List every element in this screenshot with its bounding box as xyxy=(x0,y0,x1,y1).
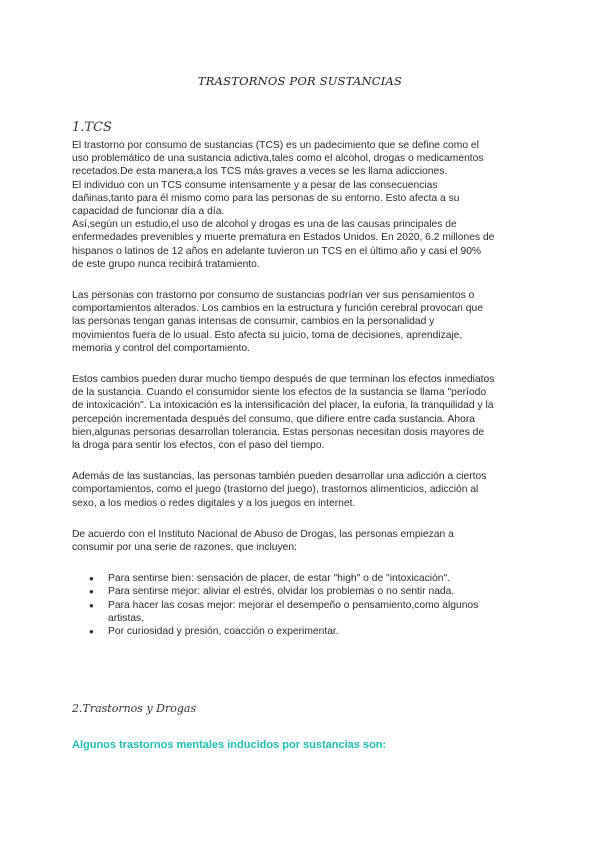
bullet-icon: ● xyxy=(89,574,94,584)
text-line: memoria y control del comportamiento. xyxy=(72,342,250,354)
list-item xyxy=(89,599,532,625)
list-item-text: Para sentirse bien: sensación de placer, de estar "high" o de "intoxicación". xyxy=(108,573,451,585)
text-line: enfermedades prevenibles y muerte prematura en Estados Unidos. En 2020, 6.2 millones de xyxy=(72,232,495,244)
text-line: uso problemático de una sustancia adictiva,tales como el alcohol, drogas o medicamentos xyxy=(72,153,484,165)
text-line: percepción incrementada después del consumo, que difiere entre cada sustancia. Ahora xyxy=(72,413,475,425)
paragraph-4 xyxy=(72,470,532,510)
text-line: comportamientos alterados. Los cambios en la estructura y función cerebral provocan que xyxy=(72,303,483,315)
text-line: comportamientos, como el juego (trastorno del juego), trastornos alimenticios, adicción al xyxy=(72,484,479,496)
bullet-icon: ● xyxy=(89,600,94,610)
text-line: Así,según un estudio,el uso de alcohol y drogas es una de las causas principales de xyxy=(72,219,457,231)
list-item xyxy=(89,625,532,638)
text-line: sexo, a los medios o redes digitales y a los juegos en internet. xyxy=(72,497,356,509)
list-item xyxy=(89,572,532,585)
list-item-text: Por curiosidad y presión, coacción o experimentar. xyxy=(108,626,339,638)
text-line: De acuerdo con el Instituto Nacional de Abuso de Drogas, las personas empiezan a xyxy=(72,528,454,540)
text-line: de intoxicación". La intoxicación es la intensificación del placer, la euforia, la tranquilidad y la xyxy=(72,400,494,412)
text-line: capacidad de funcionar día a día. xyxy=(72,206,225,218)
text-line: bien,algunas personas desarrollan tolerancia. Estas personas necesitan dosis mayores de xyxy=(72,426,485,438)
list-item xyxy=(89,585,532,598)
document-title: TRASTORNOS POR SUSTANCIAS xyxy=(197,74,403,88)
text-line: El trastorno por consumo de sustancias (TCS) es un padecimiento que se define como el xyxy=(72,140,479,151)
bullet-icon: ● xyxy=(89,587,94,597)
paragraph-1 xyxy=(72,139,532,271)
section-1-body xyxy=(72,139,532,638)
text-line: consumir por una serie de razones, que incluyen: xyxy=(72,542,297,554)
text-line: El individuo con un TCS consume intensamente y a pesar de las consecuencias xyxy=(72,179,438,191)
bullet-icon: ● xyxy=(89,627,94,637)
text-line: Estos cambios pueden durar mucho tiempo después de que terminan los efectos inmediatos xyxy=(72,374,495,386)
text-line: de este grupo nunca recibirá tratamiento. xyxy=(72,258,260,270)
text-line: movimientos fuera de lo usual. Esto afecta su juicio, toma de decisiones, aprendizaje, xyxy=(72,329,463,341)
list-item-text: Para hacer las cosas mejor: mejorar el desempeño o pensamiento,como algunos xyxy=(108,599,479,611)
text-line: las personas tengan ganas intensas de consumir, cambios en la personalidad y xyxy=(72,316,435,328)
paragraph-2 xyxy=(72,289,532,355)
list-item-text: Para sentirse mejor: aliviar el estrés, olvidar los problemas o no sentir nada. xyxy=(108,586,455,598)
section-1-heading: 1.TCS xyxy=(72,120,112,135)
list-item-text: artistas. xyxy=(108,612,145,624)
paragraph-5 xyxy=(72,528,532,554)
reasons-list xyxy=(72,572,532,638)
section-2-heading: 2.Trastornos y Drogas xyxy=(72,702,197,715)
text-line: Las personas con trastorno por consumo de sustancias podrían ver sus pensamientos o xyxy=(72,290,475,302)
text-line: la droga para sentir los efectos, con el paso del tiempo. xyxy=(72,440,325,452)
text-line: dañinas,tanto para él mismo como para las personas de su entorno. Esto afecta a su xyxy=(72,192,460,204)
paragraph-3 xyxy=(72,373,532,452)
text-line: hispanos o latinos de 12 años en adelante tuvieron un TCS en el último año y casi el 90% xyxy=(72,245,482,257)
text-line: recetados.De esta manera,a los TCS más graves a veces se les llama adicciones. xyxy=(72,166,448,178)
text-line: de la sustancia. Cuando el consumidor siente los efectos de la sustancia se llama "período xyxy=(72,387,487,399)
text-line: Además de las sustancias, las personas también pueden desarrollar una adicción a ciertos xyxy=(72,471,487,483)
section-2-subheading: Algunos trastornos mentales inducidos por sustancias son: xyxy=(72,739,387,751)
